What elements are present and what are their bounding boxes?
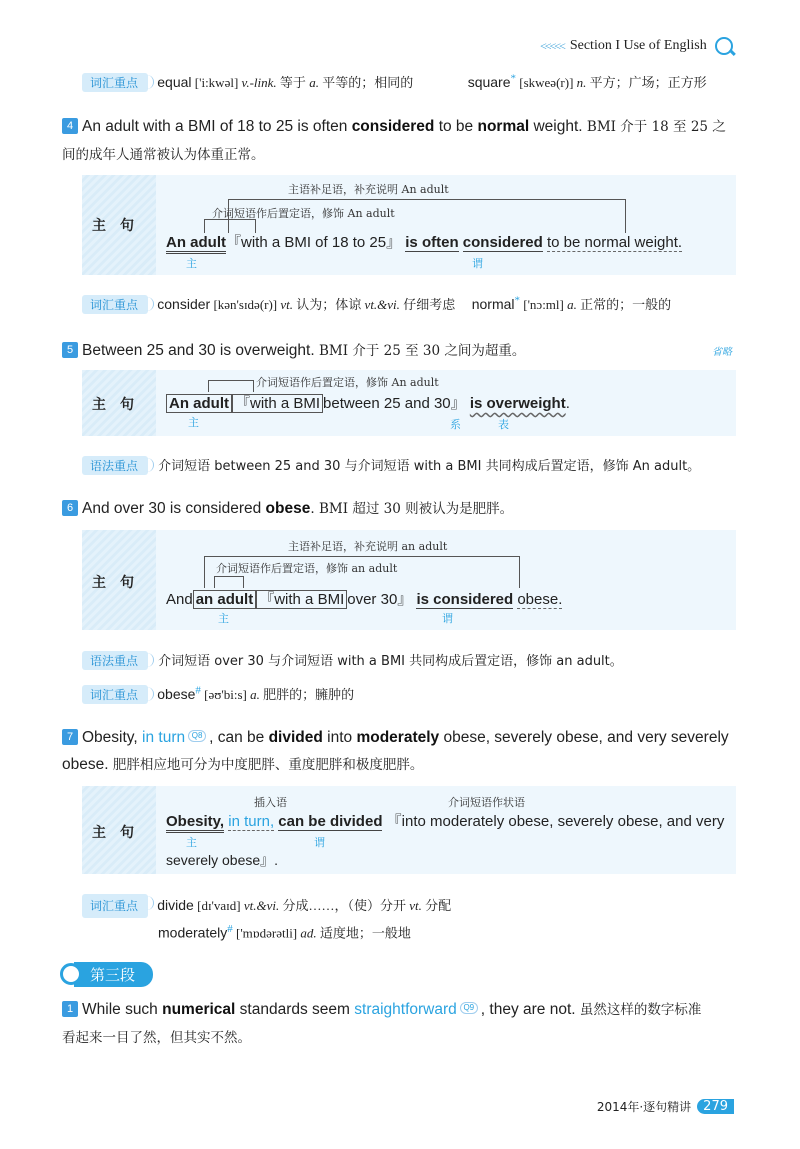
annotation-attributive: 介词短语作后置定语，修饰 An adult <box>256 376 439 389</box>
vocab-pos: n. <box>576 75 587 90</box>
vocab-word: normal <box>471 296 515 312</box>
analysis-inner <box>156 530 736 630</box>
key-word: moderately <box>356 729 440 746</box>
sentence-4 <box>62 113 742 169</box>
translation: 看起来一目了然，但其实不然。 <box>62 1030 251 1046</box>
grammar-text: 介词短语 between 25 and 30 与介词短语 with a BMI 共同构成后置定语，修饰 An adult。 <box>158 459 701 474</box>
box-label: 主句 <box>92 575 148 591</box>
sentence-text: obese, severely obese, and very severely <box>439 729 729 746</box>
annotation-complement: 主语补足语，补充说明 An adult <box>288 183 449 196</box>
box-label: 主句 <box>92 397 148 413</box>
grammar-tag: 语法重点 <box>82 456 148 475</box>
annotation-parenthetical: 插入语 <box>254 796 287 809</box>
vocab-tag: 词汇重点 <box>82 685 148 704</box>
role-label: 主 <box>188 416 199 429</box>
analysis-box-4 <box>82 175 736 275</box>
predicate-verb: considered <box>462 234 543 251</box>
attributive-phrase: between 25 and 30』 <box>323 395 466 412</box>
section-title <box>60 962 153 986</box>
role-label: 主 <box>218 612 229 625</box>
subject: An adult <box>166 394 232 413</box>
sentence-number: 7 <box>62 729 78 745</box>
vocab-phonetic: [dɪ'vaɪd] <box>193 898 244 913</box>
translation: 肥胖相应地可分为中度肥胖、重度肥胖和极度肥胖。 <box>112 757 424 773</box>
vocab-pos: ad. <box>300 925 317 941</box>
vocab-block-3 <box>82 684 354 704</box>
vocab-meaning: 适度地；一般地 <box>316 925 411 941</box>
sentence-text: into <box>322 729 357 746</box>
conjunction: And <box>166 591 193 608</box>
vocab-pos: vt. <box>409 898 422 913</box>
sentence-number: 4 <box>62 118 78 134</box>
vocab-tag: 词汇重点 <box>82 295 148 314</box>
sentence-6 <box>62 495 742 523</box>
page-footer <box>597 1098 734 1115</box>
grammar-text: 介词短语 over 30 与介词短语 with a BMI 共同构成后置定语，修饰 an adult。 <box>158 654 623 669</box>
vocab-pos: a. <box>250 687 260 702</box>
grammar-tag: 语法重点 <box>82 651 148 670</box>
analysis-sentence: An adult 『with a BMI between 25 and 30』 is overweight. <box>166 392 570 413</box>
sentence-number: 1 <box>62 1001 78 1017</box>
magnifier-q-icon <box>715 37 733 55</box>
page-number: 279 <box>697 1099 734 1114</box>
vocab-phonetic: ['i:kwəl] <box>191 75 242 90</box>
vocab-word: divide <box>157 897 194 913</box>
hash-icon: # <box>227 923 233 935</box>
role-label: 表 <box>498 418 509 431</box>
bracket-line <box>214 576 244 588</box>
vocab-pos: vt. <box>280 297 294 312</box>
star-icon: * <box>514 294 520 307</box>
translation: BMI 超过 30 则被认为是肥胖。 <box>318 501 514 517</box>
key-word: considered <box>351 118 435 135</box>
annotation-attributive: 介词短语作后置定语，修饰 an adult <box>216 562 398 575</box>
vocab-meaning: 仔细考虑 <box>399 297 456 312</box>
sentence-para3-1 <box>62 996 742 1052</box>
vocab-word: moderately <box>158 924 228 941</box>
header-title: Section I Use of English <box>569 38 707 53</box>
predicate: is often <box>405 234 459 251</box>
hash-icon: # <box>195 684 201 697</box>
grammar-block-5 <box>82 455 700 475</box>
subject: an adult <box>193 590 257 609</box>
sentence-5 <box>62 337 742 365</box>
key-word: normal <box>477 118 530 135</box>
translation: 间的成年人通常被认为体重正常。 <box>62 147 265 163</box>
analysis-box-5 <box>82 370 736 436</box>
sentence-text: , they are not. <box>480 1001 580 1018</box>
vocab-phonetic: [əʊ'bi:s] <box>200 687 251 702</box>
vocab-word: consider <box>157 296 211 312</box>
note-marker-icon: Q9 <box>460 1002 478 1014</box>
analysis-inner <box>156 786 736 874</box>
role-label: 谓 <box>442 612 453 625</box>
vocab-meaning: 认为；体谅 <box>293 297 365 312</box>
vocab-meaning: 正常的；一般的 <box>576 297 672 312</box>
sentence-text: weight. <box>529 118 587 135</box>
analysis-box-6 <box>82 530 736 630</box>
vocab-block-2 <box>82 294 671 314</box>
role-label: 主 <box>186 257 197 270</box>
vocab-pos: vt.&vi. <box>243 898 280 913</box>
sentence-text: , can be <box>209 729 269 746</box>
predicate: is overweight <box>469 395 566 412</box>
vocab-meaning: 肥胖的；臃肿的 <box>259 687 355 702</box>
complement: to be normal weight. <box>546 234 683 251</box>
predicate: is considered <box>416 591 514 608</box>
vocab-meaning: 分配 <box>421 898 452 913</box>
vocab-phonetic: [skweə(r)] <box>516 75 577 90</box>
vocab-meaning: 等于 <box>276 75 310 90</box>
sentence-text: obese. <box>62 756 113 773</box>
sentence-text: to be <box>434 118 478 135</box>
vocab-block-1 <box>82 72 707 92</box>
analysis-sentence <box>166 231 682 252</box>
analysis-box-7 <box>82 786 736 874</box>
predicate: can be divided <box>278 813 383 830</box>
sentence-number: 5 <box>62 342 78 358</box>
adverbial-phrase: 『into moderately obese, severely obese, and very <box>386 813 725 830</box>
annotation-complement: 主语补足语，补充说明 an adult <box>288 540 448 553</box>
analysis-sentence <box>166 810 724 831</box>
magnifier-q-icon <box>60 963 82 985</box>
sentence-7 <box>62 724 742 779</box>
bracket-line <box>208 380 254 392</box>
attributive-phrase: 『with a BMI <box>256 590 347 609</box>
role-label: 谓 <box>472 257 483 270</box>
omitted-note: 省略 <box>712 347 732 358</box>
grammar-block-6 <box>82 650 623 670</box>
vocab-block-4 <box>82 894 451 944</box>
analysis-sentence <box>166 588 562 609</box>
sentence-text: An adult with a BMI of 18 to 25 is often <box>82 118 352 135</box>
note-marker-icon: Q8 <box>188 730 206 742</box>
vocab-meaning: 分成……，（使）分开 <box>279 898 410 913</box>
highlight-phrase: in turn <box>142 729 186 746</box>
annotation-adverbial: 介词短语作状语 <box>448 796 525 809</box>
vocab-tag: 词汇重点 <box>82 73 148 92</box>
translation: BMI 介于 25 至 30 之间为超重。 <box>318 343 526 359</box>
running-header <box>540 34 760 58</box>
box-label: 主句 <box>92 825 148 841</box>
section-title-text: 第三段 <box>74 962 153 987</box>
vocab-meaning: 平方；广场；正方形 <box>586 75 707 90</box>
subject: An adult <box>166 234 226 254</box>
subject: Obesity, <box>166 813 224 833</box>
attributive-phrase: over 30』 <box>347 591 413 608</box>
star-icon: * <box>510 72 517 85</box>
vocab-pos: v.-link. <box>241 75 277 90</box>
vocab-tag: 词汇重点 <box>82 894 148 918</box>
complement: obese. <box>517 591 563 608</box>
translation: BMI 介于 18 至 25 之 <box>586 119 726 135</box>
sentence-text: Obesity, <box>82 729 143 746</box>
key-word: divided <box>268 729 323 746</box>
highlight-phrase: straightforward <box>354 1001 457 1018</box>
key-word: obese <box>265 500 311 517</box>
sentence-text: While such <box>82 1001 163 1018</box>
role-label: 谓 <box>314 836 325 849</box>
vocab-phonetic: ['mɒdərətli] <box>232 925 301 941</box>
vocab-meaning: 平等的；相同的 <box>318 75 414 90</box>
attributive-phrase: 『with a BMI of 18 to 25』 <box>226 234 402 251</box>
annotation-attributive: 介词短语作后置定语，修饰 An adult <box>212 207 395 220</box>
sentence-text: standards seem <box>235 1001 355 1018</box>
analysis-inner <box>156 175 736 275</box>
chevron-arrows-icon: <<<<< <box>540 38 564 53</box>
book-title: 2014年·逐句精讲 <box>596 1100 692 1114</box>
key-word: numerical <box>162 1001 236 1018</box>
vocab-word: obese <box>157 686 196 702</box>
parenthetical: in turn, <box>228 813 275 830</box>
vocab-phonetic: ['nɔ:ml] <box>520 297 568 312</box>
sentence-text: And over 30 is considered <box>82 500 266 517</box>
analysis-inner <box>156 370 736 436</box>
analysis-sentence-cont: severely obese』. <box>166 852 279 868</box>
sentence-text: . <box>310 500 319 517</box>
sentence-text: Between 25 and 30 is overweight. <box>82 342 319 359</box>
role-label: 系 <box>450 418 461 431</box>
attributive-phrase: 『with a BMI <box>232 394 323 413</box>
role-label: 主 <box>186 836 197 849</box>
vocab-word: square <box>467 74 511 90</box>
vocab-pos: a. <box>309 75 319 90</box>
vocab-phonetic: [kən'sɪdə(r)] <box>210 297 281 312</box>
vocab-pos: vt.&vi. <box>364 297 400 312</box>
sentence-number: 6 <box>62 500 78 516</box>
vocab-pos: a. <box>567 297 577 312</box>
translation: 虽然这样的数字标准 <box>579 1002 702 1018</box>
vocab-word: equal <box>157 74 192 90</box>
box-label: 主句 <box>92 218 148 234</box>
